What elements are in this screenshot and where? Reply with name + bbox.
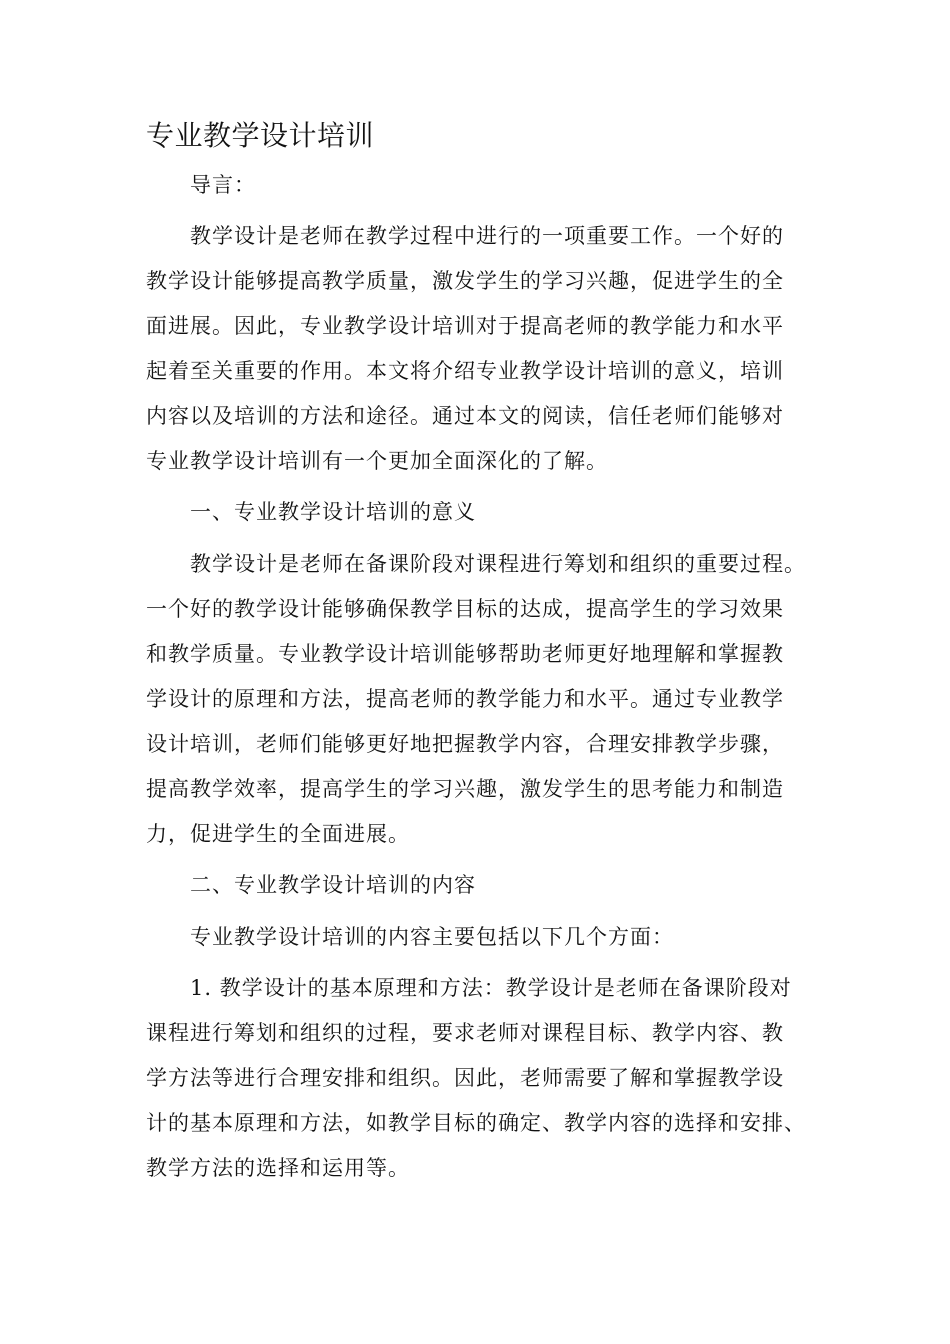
paragraph-3-line-1: 专业教学设计培训的内容主要包括以下几个方面： <box>190 925 674 949</box>
paragraph-4-line-2: 课程进行筹划和组织的过程，要求老师对课程目标、教学内容、教 <box>146 1021 784 1045</box>
paragraph-2-line-6: 提高教学效率，提高学生的学习兴趣，激发学生的思考能力和制造 <box>146 777 784 801</box>
document-title: 专业教学设计培训 <box>146 119 375 152</box>
section-2-heading: 二、专业教学设计培训的内容 <box>190 873 476 897</box>
paragraph-2-line-3: 和教学质量。专业教学设计培训能够帮助老师更好地理解和掌握教 <box>146 642 784 666</box>
paragraph-1-line-2: 教学设计能够提高教学质量，激发学生的学习兴趣，促进学生的全 <box>146 269 784 293</box>
paragraph-1-line-3: 面进展。因此，专业教学设计培训对于提高老师的教学能力和水平 <box>146 314 784 338</box>
paragraph-1-line-4: 起着至关重要的作用。本文将介绍专业教学设计培训的意义，培训 <box>146 359 784 383</box>
paragraph-2-line-4: 学设计的原理和方法，提高老师的教学能力和水平。通过专业教学 <box>146 687 784 711</box>
paragraph-1-line-6: 专业教学设计培训有一个更加全面深化的了解。 <box>146 449 608 473</box>
paragraph-4-line-1: 1. 教学设计的基本原理和方法：教学设计是老师在备课阶段对 <box>190 976 792 1000</box>
paragraph-1-line-1: 教学设计是老师在教学过程中进行的一项重要工作。一个好的 <box>190 224 784 248</box>
intro-heading: 导言： <box>190 173 256 197</box>
paragraph-4-line-5: 教学方法的选择和运用等。 <box>146 1156 410 1180</box>
paragraph-2-line-7: 力，促进学生的全面进展。 <box>146 822 410 846</box>
paragraph-4-line-3: 学方法等进行合理安排和组织。因此，老师需要了解和掌握教学设 <box>146 1066 784 1090</box>
section-1-heading: 一、专业教学设计培训的意义 <box>190 500 476 524</box>
paragraph-2-line-2: 一个好的教学设计能够确保教学目标的达成，提高学生的学习效果 <box>146 597 784 621</box>
paragraph-1-line-5: 内容以及培训的方法和途径。通过本文的阅读，信任老师们能够对 <box>146 404 784 428</box>
paragraph-2-line-1: 教学设计是老师在备课阶段对课程进行筹划和组织的重要过程。 <box>190 552 806 576</box>
paragraph-4-line-4: 计的基本原理和方法，如教学目标的确定、教学内容的选择和安排、 <box>146 1111 806 1135</box>
paragraph-2-line-5: 设计培训，老师们能够更好地把握教学内容，合理安排教学步骤， <box>146 732 784 756</box>
